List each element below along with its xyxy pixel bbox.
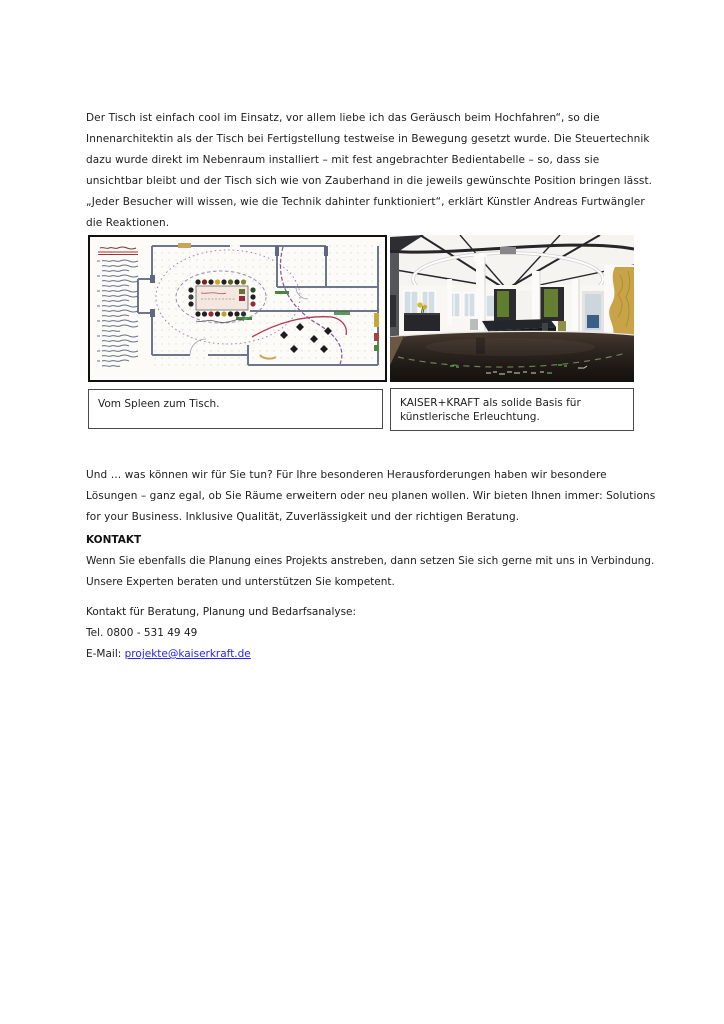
email-link[interactable]: projekte@kaiserkraft.de (124, 648, 251, 660)
solutions-paragraph: Und … was können wir für Sie tun? Für Ihre besonderen Herausforderungen haben wir besondere Lösungen – ganz egal, ob Sie Räume erweitern oder neu planen wollen. Wir bieten Ihnen immer: Solutions for your Business. Inklusive Qualität, Zuverlässigkeit und der richtigen Beratung. (86, 468, 656, 523)
kontakt-heading: KONTAKT (86, 534, 142, 546)
intro-paragraph: Der Tisch ist einfach cool im Einsatz, vor allem liebe ich das Geräusch beim Hochfahren“, so die Innenarchitektin als der Tisch bei Fertigstellung testweise in Bewegung gesetzt wurde. Die Steuertechnik dazu wurde direkt im Nebenraum installiert – mit fest angebrachter Bedientabelle – so, dass sie unsichtbar bleibt und der Tisch sich wie von Zauberhand in die jeweils gewünschte Position bringen lässt. „Jeder Besucher will wissen, wie die Technik dahinter funktioniert“, erklärt Künstler Andreas Furtwängler die Reaktionen. (86, 111, 653, 229)
caption-floorplan (88, 389, 383, 429)
caption-floorplan-text: Vom Spleen zum Tisch. (98, 398, 220, 410)
contact-info-line: Kontakt für Beratung, Planung und Bedarfsanalyse: (86, 606, 357, 618)
contact-lines (86, 602, 656, 665)
photo-floor (390, 331, 634, 382)
floorplan-sketch-image (88, 235, 387, 382)
sketch-door-accent (178, 243, 191, 248)
photo-projector (500, 247, 516, 254)
contact-email-line (86, 644, 656, 665)
caption-photo (390, 388, 634, 431)
kontakt-section (86, 530, 656, 665)
interior-photo-image (390, 235, 634, 382)
interior-photo-drawing (390, 235, 634, 382)
floorplan-sketch-drawing (90, 237, 385, 380)
caption-photo-text: KAISER+KRAFT als solide Basis für künstlerische Erleuchtung. (400, 397, 581, 423)
kontakt-body: Wenn Sie ebenfalls die Planung eines Projekts anstreben, dann setzen Sie sich gerne mit uns in Verbindung. Unsere Experten beraten und unterstützen Sie kompetent. (86, 555, 655, 588)
photo-gold-artwork (604, 265, 634, 335)
contact-phone: Tel. 0800 - 531 49 49 (86, 627, 198, 639)
email-label: E-Mail: (86, 648, 125, 660)
photo-glass-door (582, 291, 604, 333)
